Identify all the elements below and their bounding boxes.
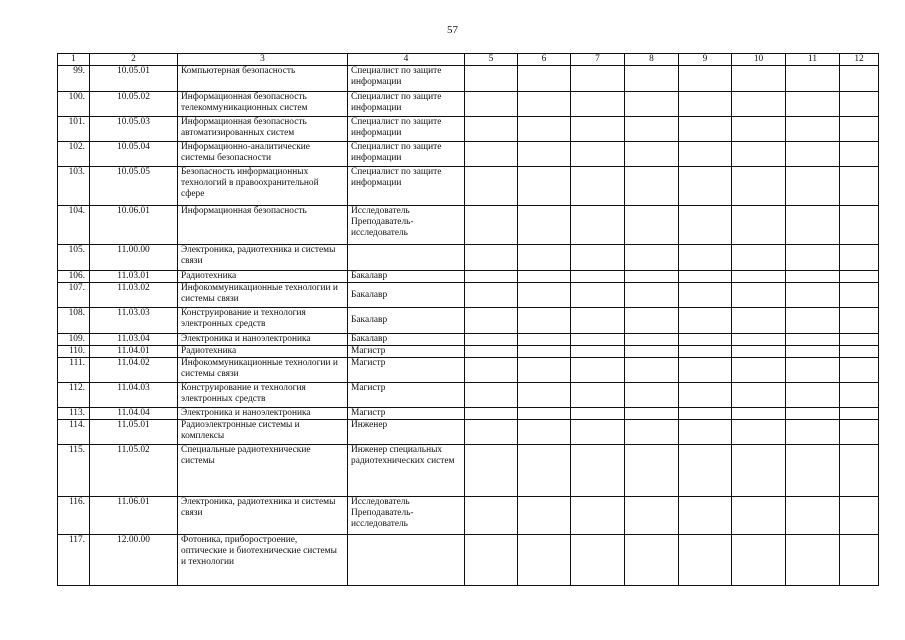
- empty-cell-col-6: [518, 358, 571, 383]
- specialty-code: 10.05.04: [90, 142, 178, 167]
- specialty-name: Информационно-аналитические системы безопасности: [178, 142, 348, 167]
- empty-cell-col-12: [840, 206, 879, 245]
- empty-cell-col-5: [465, 408, 518, 420]
- table-row: [58, 535, 879, 586]
- empty-cell-col-9: [679, 358, 732, 383]
- qualification: Специалист по защите информации: [348, 167, 465, 206]
- row-number: 113.: [58, 408, 90, 420]
- specialty-code: 11.05.02: [90, 445, 178, 497]
- empty-cell-col-10: [732, 167, 786, 206]
- specialty-name: Электроника и наноэлектроника: [178, 334, 348, 346]
- qualification: Магистр: [348, 346, 465, 358]
- empty-cell-col-6: [518, 420, 571, 445]
- specialty-code: 11.03.03: [90, 308, 178, 334]
- empty-cell-col-12: [840, 346, 879, 358]
- empty-cell-col-5: [465, 308, 518, 334]
- table-row: [58, 408, 879, 420]
- specialty-name: Радиотехника: [178, 346, 348, 358]
- empty-cell-col-7: [571, 383, 625, 408]
- empty-cell-col-5: [465, 142, 518, 167]
- empty-cell-col-9: [679, 92, 732, 117]
- row-number: 116.: [58, 497, 90, 535]
- empty-cell-col-8: [625, 383, 679, 408]
- row-number: 114.: [58, 420, 90, 445]
- empty-cell-col-11: [786, 346, 840, 358]
- empty-cell-col-11: [786, 66, 840, 92]
- empty-cell-col-8: [625, 142, 679, 167]
- empty-cell-col-10: [732, 420, 786, 445]
- qualification: Бакалавр: [348, 283, 465, 308]
- empty-cell-col-6: [518, 535, 571, 586]
- table-row: [58, 206, 879, 245]
- table-row: [58, 92, 879, 117]
- empty-cell-col-6: [518, 408, 571, 420]
- empty-cell-col-12: [840, 358, 879, 383]
- empty-cell-col-12: [840, 308, 879, 334]
- row-number: 101.: [58, 117, 90, 142]
- specialty-code: 11.03.02: [90, 283, 178, 308]
- specialty-code: 11.04.04: [90, 408, 178, 420]
- empty-cell-col-6: [518, 308, 571, 334]
- empty-cell-col-6: [518, 383, 571, 408]
- specialty-code: 10.05.02: [90, 92, 178, 117]
- empty-cell-col-7: [571, 497, 625, 535]
- empty-cell-col-9: [679, 497, 732, 535]
- qualification: Магистр: [348, 358, 465, 383]
- empty-cell-col-10: [732, 383, 786, 408]
- specialty-code: 10.05.05: [90, 167, 178, 206]
- empty-cell-col-11: [786, 142, 840, 167]
- specialty-code: 11.04.03: [90, 383, 178, 408]
- qualification: Специалист по защите информации: [348, 66, 465, 92]
- empty-cell-col-9: [679, 245, 732, 271]
- empty-cell-col-7: [571, 66, 625, 92]
- empty-cell-col-12: [840, 271, 879, 283]
- column-header-8: 8: [625, 54, 679, 66]
- specialty-code: 10.06.01: [90, 206, 178, 245]
- empty-cell-col-6: [518, 497, 571, 535]
- empty-cell-col-10: [732, 445, 786, 497]
- empty-cell-col-7: [571, 346, 625, 358]
- empty-cell-col-5: [465, 245, 518, 271]
- empty-cell-col-9: [679, 346, 732, 358]
- specialty-name: Инфокоммуникационные технологии и системы связи: [178, 283, 348, 308]
- table-row: [58, 271, 879, 283]
- empty-cell-col-10: [732, 308, 786, 334]
- table-row: [58, 334, 879, 346]
- empty-cell-col-12: [840, 117, 879, 142]
- empty-cell-col-10: [732, 245, 786, 271]
- empty-cell-col-10: [732, 117, 786, 142]
- table-row: [58, 497, 879, 535]
- empty-cell-col-7: [571, 308, 625, 334]
- specialty-name: Электроника и наноэлектроника: [178, 408, 348, 420]
- table-row: [58, 346, 879, 358]
- row-number: 106.: [58, 271, 90, 283]
- empty-cell-col-10: [732, 535, 786, 586]
- empty-cell-col-11: [786, 383, 840, 408]
- empty-cell-col-7: [571, 117, 625, 142]
- empty-cell-col-7: [571, 535, 625, 586]
- table-body: [58, 66, 879, 586]
- specialties-table: [57, 53, 879, 586]
- empty-cell-col-11: [786, 445, 840, 497]
- empty-cell-col-5: [465, 117, 518, 142]
- qualification: Бакалавр: [348, 308, 465, 334]
- row-number: 103.: [58, 167, 90, 206]
- empty-cell-col-12: [840, 408, 879, 420]
- specialty-name: Радиоэлектронные системы и комплексы: [178, 420, 348, 445]
- specialty-code: 10.05.01: [90, 66, 178, 92]
- column-header-11: 11: [786, 54, 840, 66]
- specialty-name: Фотоника, приборостроение, оптические и биотехнические системы и технологии: [178, 535, 348, 586]
- column-header-12: 12: [840, 54, 879, 66]
- empty-cell-col-8: [625, 245, 679, 271]
- empty-cell-col-11: [786, 245, 840, 271]
- qualification: [348, 245, 465, 271]
- empty-cell-col-12: [840, 334, 879, 346]
- row-number: 99.: [58, 66, 90, 92]
- empty-cell-col-9: [679, 308, 732, 334]
- empty-cell-col-11: [786, 308, 840, 334]
- row-number: 108.: [58, 308, 90, 334]
- empty-cell-col-5: [465, 271, 518, 283]
- row-number: 105.: [58, 245, 90, 271]
- column-header-3: 3: [178, 54, 348, 66]
- empty-cell-col-8: [625, 66, 679, 92]
- empty-cell-col-8: [625, 420, 679, 445]
- empty-cell-col-5: [465, 66, 518, 92]
- empty-cell-col-7: [571, 445, 625, 497]
- empty-cell-col-11: [786, 283, 840, 308]
- empty-cell-col-8: [625, 167, 679, 206]
- row-number: 100.: [58, 92, 90, 117]
- empty-cell-col-9: [679, 445, 732, 497]
- qualification: Специалист по защите информации: [348, 92, 465, 117]
- row-number: 102.: [58, 142, 90, 167]
- qualification: Инженер: [348, 420, 465, 445]
- empty-cell-col-7: [571, 283, 625, 308]
- empty-cell-col-5: [465, 445, 518, 497]
- empty-cell-col-9: [679, 420, 732, 445]
- table-row: [58, 420, 879, 445]
- specialty-code: 11.04.01: [90, 346, 178, 358]
- empty-cell-col-6: [518, 245, 571, 271]
- specialty-name: Информационная безопасность телекоммуникационных систем: [178, 92, 348, 117]
- table-row: [58, 383, 879, 408]
- empty-cell-col-7: [571, 206, 625, 245]
- empty-cell-col-8: [625, 445, 679, 497]
- column-header-5: 5: [465, 54, 518, 66]
- specialty-name: Инфокоммуникационные технологии и системы связи: [178, 358, 348, 383]
- row-number: 111.: [58, 358, 90, 383]
- empty-cell-col-11: [786, 206, 840, 245]
- specialty-name: Конструирование и технология электронных средств: [178, 383, 348, 408]
- empty-cell-col-9: [679, 408, 732, 420]
- empty-cell-col-5: [465, 358, 518, 383]
- empty-cell-col-7: [571, 167, 625, 206]
- empty-cell-col-5: [465, 420, 518, 445]
- qualification: Магистр: [348, 383, 465, 408]
- specialty-code: 11.05.01: [90, 420, 178, 445]
- empty-cell-col-7: [571, 420, 625, 445]
- qualification: Исследователь Преподаватель-исследователь: [348, 497, 465, 535]
- column-header-7: 7: [571, 54, 625, 66]
- qualification: Инженер специальных радиотехнических систем: [348, 445, 465, 497]
- row-number: 117.: [58, 535, 90, 586]
- empty-cell-col-8: [625, 346, 679, 358]
- table-row: [58, 245, 879, 271]
- row-number: 104.: [58, 206, 90, 245]
- specialty-name: Электроника, радиотехника и системы связи: [178, 245, 348, 271]
- specialty-name: Электроника, радиотехника и системы связи: [178, 497, 348, 535]
- empty-cell-col-6: [518, 167, 571, 206]
- empty-cell-col-5: [465, 383, 518, 408]
- empty-cell-col-5: [465, 535, 518, 586]
- empty-cell-col-12: [840, 167, 879, 206]
- empty-cell-col-11: [786, 408, 840, 420]
- empty-cell-col-7: [571, 271, 625, 283]
- specialty-name: Информационная безопасность автоматизированных систем: [178, 117, 348, 142]
- empty-cell-col-9: [679, 535, 732, 586]
- qualification: Магистр: [348, 408, 465, 420]
- empty-cell-col-8: [625, 271, 679, 283]
- empty-cell-col-11: [786, 358, 840, 383]
- column-header-4: 4: [348, 54, 465, 66]
- empty-cell-col-6: [518, 206, 571, 245]
- empty-cell-col-6: [518, 117, 571, 142]
- empty-cell-col-12: [840, 383, 879, 408]
- empty-cell-col-12: [840, 66, 879, 92]
- empty-cell-col-8: [625, 92, 679, 117]
- table-row: [58, 167, 879, 206]
- empty-cell-col-8: [625, 117, 679, 142]
- empty-cell-col-9: [679, 206, 732, 245]
- empty-cell-col-7: [571, 245, 625, 271]
- empty-cell-col-8: [625, 206, 679, 245]
- row-number: 115.: [58, 445, 90, 497]
- table-row: [58, 117, 879, 142]
- empty-cell-col-12: [840, 92, 879, 117]
- empty-cell-col-10: [732, 271, 786, 283]
- empty-cell-col-9: [679, 334, 732, 346]
- empty-cell-col-6: [518, 334, 571, 346]
- table-row: [58, 445, 879, 497]
- empty-cell-col-8: [625, 308, 679, 334]
- empty-cell-col-9: [679, 383, 732, 408]
- empty-cell-col-6: [518, 283, 571, 308]
- empty-cell-col-12: [840, 497, 879, 535]
- empty-cell-col-7: [571, 92, 625, 117]
- empty-cell-col-5: [465, 346, 518, 358]
- empty-cell-col-8: [625, 535, 679, 586]
- empty-cell-col-11: [786, 334, 840, 346]
- specialty-name: Информационная безопасность: [178, 206, 348, 245]
- column-number-row: [58, 54, 879, 66]
- row-number: 109.: [58, 334, 90, 346]
- specialty-code: 10.05.03: [90, 117, 178, 142]
- empty-cell-col-10: [732, 206, 786, 245]
- empty-cell-col-6: [518, 445, 571, 497]
- row-number: 112.: [58, 383, 90, 408]
- page-number: 57: [447, 24, 458, 36]
- table-row: [58, 142, 879, 167]
- empty-cell-col-12: [840, 535, 879, 586]
- empty-cell-col-10: [732, 497, 786, 535]
- empty-cell-col-9: [679, 142, 732, 167]
- specialty-name: Компьютерная безопасность: [178, 66, 348, 92]
- empty-cell-col-8: [625, 283, 679, 308]
- empty-cell-col-8: [625, 358, 679, 383]
- row-number: 110.: [58, 346, 90, 358]
- empty-cell-col-7: [571, 334, 625, 346]
- empty-cell-col-12: [840, 283, 879, 308]
- column-header-10: 10: [732, 54, 786, 66]
- empty-cell-col-11: [786, 420, 840, 445]
- empty-cell-col-9: [679, 271, 732, 283]
- empty-cell-col-8: [625, 408, 679, 420]
- empty-cell-col-10: [732, 358, 786, 383]
- empty-cell-col-5: [465, 497, 518, 535]
- empty-cell-col-6: [518, 346, 571, 358]
- empty-cell-col-12: [840, 420, 879, 445]
- qualification: Бакалавр: [348, 271, 465, 283]
- empty-cell-col-12: [840, 142, 879, 167]
- empty-cell-col-9: [679, 283, 732, 308]
- empty-cell-col-5: [465, 92, 518, 117]
- empty-cell-col-11: [786, 535, 840, 586]
- specialty-code: 11.00.00: [90, 245, 178, 271]
- empty-cell-col-7: [571, 142, 625, 167]
- qualification: [348, 535, 465, 586]
- empty-cell-col-5: [465, 334, 518, 346]
- empty-cell-col-8: [625, 334, 679, 346]
- table-row: [58, 308, 879, 334]
- empty-cell-col-10: [732, 283, 786, 308]
- empty-cell-col-5: [465, 206, 518, 245]
- empty-cell-col-10: [732, 334, 786, 346]
- empty-cell-col-9: [679, 167, 732, 206]
- empty-cell-col-11: [786, 497, 840, 535]
- empty-cell-col-9: [679, 117, 732, 142]
- specialty-name: Конструирование и технология электронных средств: [178, 308, 348, 334]
- qualification: Специалист по защите информации: [348, 142, 465, 167]
- qualification: Бакалавр: [348, 334, 465, 346]
- specialty-code: 12.00.00: [90, 535, 178, 586]
- specialty-name: Специальные радиотехнические системы: [178, 445, 348, 497]
- specialty-name: Радиотехника: [178, 271, 348, 283]
- table-row: [58, 358, 879, 383]
- column-header-2: 2: [90, 54, 178, 66]
- column-header-6: 6: [518, 54, 571, 66]
- empty-cell-col-10: [732, 408, 786, 420]
- column-header-9: 9: [679, 54, 732, 66]
- empty-cell-col-10: [732, 142, 786, 167]
- column-header-1: 1: [58, 54, 90, 66]
- empty-cell-col-12: [840, 445, 879, 497]
- empty-cell-col-6: [518, 66, 571, 92]
- empty-cell-col-12: [840, 245, 879, 271]
- empty-cell-col-10: [732, 92, 786, 117]
- empty-cell-col-11: [786, 92, 840, 117]
- empty-cell-col-11: [786, 117, 840, 142]
- empty-cell-col-9: [679, 66, 732, 92]
- empty-cell-col-6: [518, 271, 571, 283]
- table-row: [58, 66, 879, 92]
- empty-cell-col-11: [786, 167, 840, 206]
- table-row: [58, 283, 879, 308]
- qualification: Исследователь Преподаватель-исследователь: [348, 206, 465, 245]
- empty-cell-col-6: [518, 142, 571, 167]
- empty-cell-col-5: [465, 283, 518, 308]
- specialty-code: 11.03.01: [90, 271, 178, 283]
- empty-cell-col-10: [732, 66, 786, 92]
- specialty-code: 11.04.02: [90, 358, 178, 383]
- empty-cell-col-8: [625, 497, 679, 535]
- specialty-code: 11.06.01: [90, 497, 178, 535]
- specialty-name: Безопасность информационных технологий в правоохранительной сфере: [178, 167, 348, 206]
- empty-cell-col-6: [518, 92, 571, 117]
- empty-cell-col-7: [571, 358, 625, 383]
- empty-cell-col-11: [786, 271, 840, 283]
- empty-cell-col-10: [732, 346, 786, 358]
- qualification: Специалист по защите информации: [348, 117, 465, 142]
- specialty-code: 11.03.04: [90, 334, 178, 346]
- empty-cell-col-5: [465, 167, 518, 206]
- empty-cell-col-7: [571, 408, 625, 420]
- row-number: 107.: [58, 283, 90, 308]
